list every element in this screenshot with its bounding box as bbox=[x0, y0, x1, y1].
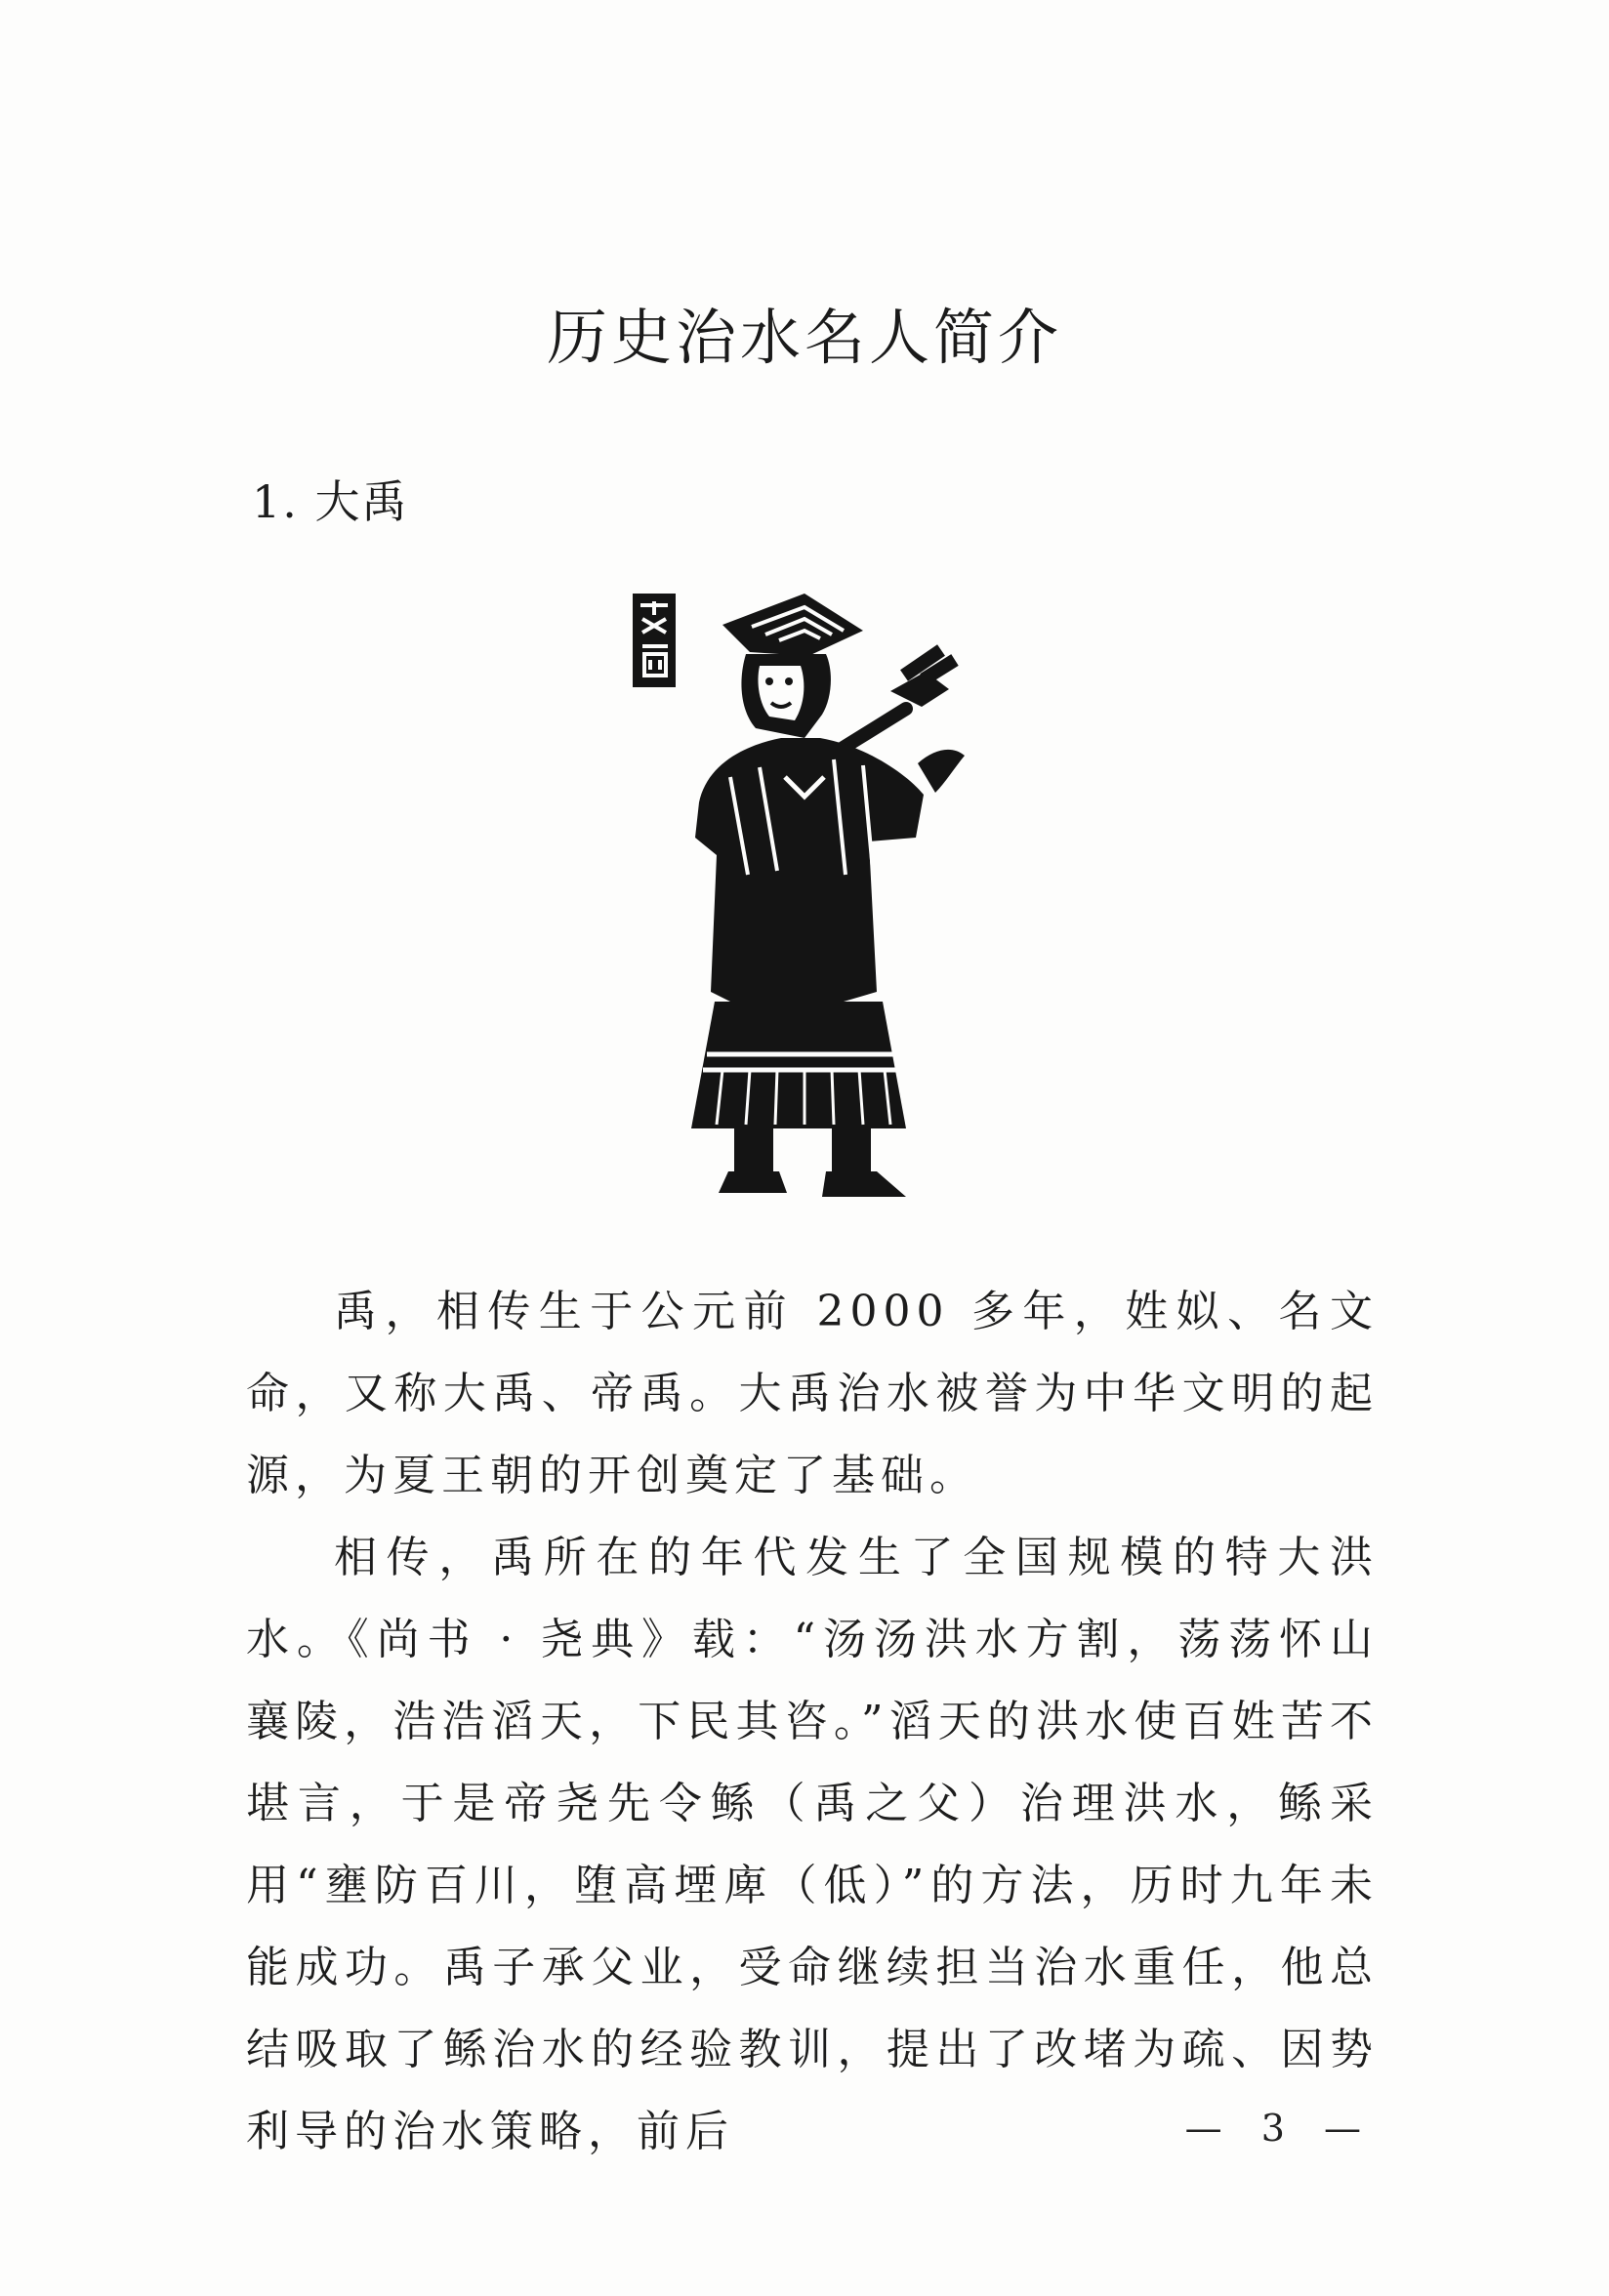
page-title: 历史治水名人简介 bbox=[546, 302, 1062, 373]
seal-stamp bbox=[633, 594, 676, 687]
page-number: — 3 — bbox=[1184, 2107, 1375, 2150]
paragraph-2: 相传，禹所在的年代发生了全国规模的特大洪水。《尚书 · 尧典》载：“汤汤洪水方割，荡荡怀山襄陵，浩浩滔天，下民其咨。”滔天的洪水使百姓苦不堪言，于是帝尧先令鲧（禹之父）治理洪水，鲧采用“壅防百川，堕高堙庳（低）”的方法，历时九年未能成功。禹子承父业，受命继续担当治水重任，他总结吸取了鲧治水的经验教训，提出了改堵为疏、因势利导的治水策略，前后 bbox=[246, 1533, 1379, 2156]
body-text bbox=[246, 1271, 1379, 2173]
section-heading: 1. 大禹 bbox=[252, 475, 409, 528]
yu-woodcut-figure-icon bbox=[613, 582, 1023, 1207]
paragraph-1: 禹，相传生于公元前 2000 多年，姓姒、名文命，又称大禹、帝禹。大禹治水被誉为中华文明的起源，为夏王朝的开创奠定了基础。 bbox=[246, 1287, 1379, 1500]
